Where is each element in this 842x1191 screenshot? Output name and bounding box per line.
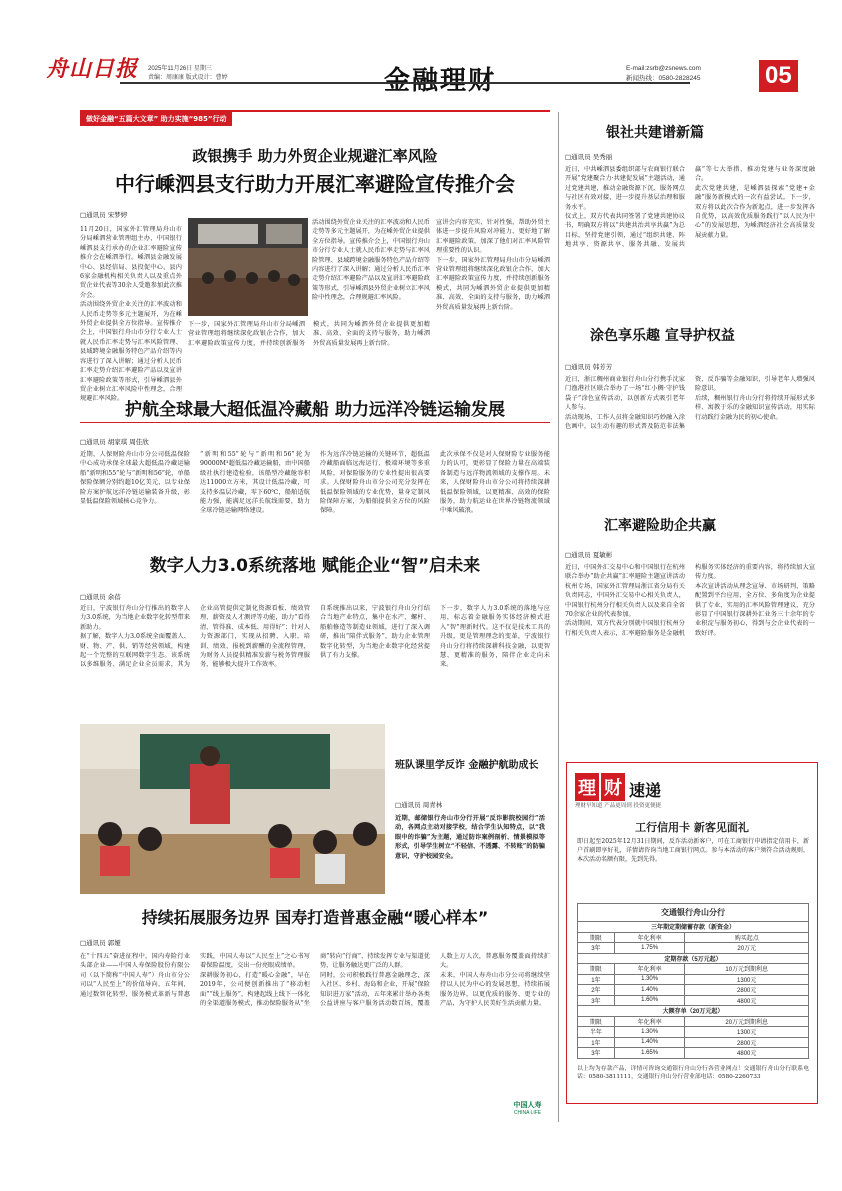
table-2-header: 期限	[578, 964, 615, 975]
editors: 责编：周康康 版式设计：曹婷	[148, 75, 228, 81]
table-1-header: 年化利率	[614, 932, 685, 943]
classroom-image	[80, 724, 385, 894]
classroom-photo	[80, 724, 385, 894]
article-1-byline: □通讯员 宋梦婷	[80, 211, 128, 219]
table-3-cell: 半年	[578, 1027, 615, 1038]
table-3-header: 20万元到期利息	[685, 1016, 809, 1027]
express-logo-li: 理	[575, 773, 599, 801]
table-1-cell: 1.75%	[614, 943, 685, 954]
article-4-byline: □通讯员 郭娅	[80, 939, 121, 947]
article-8-body	[395, 814, 545, 896]
campaign-banner: 做好金融“五篇大文章” 助力实施“985”行动	[80, 112, 232, 126]
article-6-body	[565, 375, 815, 495]
article-1-p3: 宣讲会内容充实、针对性强，帮助外贸主体进一步提升风险对冲能力，更好地了解汇率避险政策，加深了他们对汇率风险管理重要性的认识。	[436, 219, 550, 255]
article-6-byline: □通讯员 韩芳芳	[565, 363, 613, 371]
article-3-headline: 数字人力3.0系统落地 赋能企业“智”启未来	[149, 556, 481, 576]
article-6-p2: 活动现场，工作人员将金融知识巧妙融入涂色画中，以生动有趣的形式普及防范非法集资、反诈骗等金融知识，引导老年人增强风险意识。	[565, 376, 815, 431]
article-5-p1: 近日，中共嵊泗县委组织部与农商银行联合开展“党建聚合力·共建促发展”主题活动，通过党建共建，推动金融资源下沉、服务网点与社区有效对接，进一步提升基层治理和服务水平。	[565, 166, 685, 211]
express-text: 即日起至2025年12月31日期间，反诈活动新客户，可在工商银行申请指定信用卡，新户首刷即享好礼，详情请咨询当地工商银行网点。参与本活动的客户须符合活动规则，本次活动名额有限，先到先得。	[577, 838, 809, 863]
article-2-headline: 护航全球最大超低温冷藏船 助力远洋冷链运输发展	[125, 400, 505, 420]
article-1-p2: 活动围绕外贸企业关注的汇率波动和人民币走势等多元主题展开，为在嵊外贸企业提供全方位指导。宣传推介会上，中国银行舟山市分行专业人士就人民币汇率走势与汇率风险管理、县域跨境金融服务特色产品介绍等内容进行了深入讲解；通过分析人民币汇率走势介绍汇率避险产品以及宣讲汇率避险政策等形式，引导嵊泗县外贸企业树立汇率风险中性理念，合理规避汇率风险。	[80, 301, 182, 403]
table-3-header: 年化利率	[614, 1016, 685, 1027]
table-3-cell: 4800元	[685, 1048, 809, 1059]
article-4-body	[80, 952, 550, 1102]
article-3-byline: □通讯员 余蓓	[80, 593, 121, 601]
article-1-col-3	[312, 218, 430, 318]
finance-express-box	[566, 762, 818, 1104]
express-logo-rest: 速递	[629, 781, 662, 800]
article-4-headline: 持续拓展服务边界 国寿打造普惠金融“暖心样本”	[141, 908, 489, 927]
article-1-col-4	[436, 218, 550, 378]
newspaper-logo: 舟山日报	[46, 56, 139, 82]
article-6-p1: 近日，浙江稠州商业银行舟山分行携手沈家门渔港社区联合举办了一场“红小稠·守护钱袋子”涂色宣传活动，以创新方式吸引老年人参与。	[565, 376, 685, 412]
hotline: 新闻热线：0580-2828245	[626, 75, 701, 82]
table-2-cell: 1.40%	[614, 985, 685, 996]
table-1-cell: 3年	[578, 943, 615, 954]
table-2-cell: 4800元	[685, 995, 809, 1006]
article-7-body	[565, 563, 815, 743]
article-2-byline: □通讯员 胡家琪 周佳欣	[80, 438, 149, 446]
table-3-cell: 1300元	[685, 1027, 809, 1038]
table-1-header: 期限	[578, 932, 615, 943]
table-3-cell: 1.30%	[614, 1027, 685, 1038]
article-3-body	[80, 604, 550, 718]
bank-name: 交通银行舟山分行	[577, 903, 809, 921]
section-title: 金融理财	[384, 66, 497, 96]
article-2-body	[80, 450, 550, 540]
table-3-cell: 3年	[578, 1048, 615, 1059]
rule-a2	[80, 422, 550, 423]
masthead	[28, 30, 814, 96]
article-2-p1: 近期，人保财险舟山市分公司低温保险中心成功承保全球最大超低温冷藏运输船“新明和55”轮与“新明和56”轮，单船保险保额分别约超10亿美元，以专业保险方案护航远洋冷链运输装备升级，彰显低温保险领域核心竞争力。	[80, 451, 190, 506]
table-2-cell: 3年	[578, 995, 615, 1006]
article-3-p3: 自系统推出以来，宁波银行舟山分行结合当地产业特点，集中在水产、螺杆、船舶修造等制造业领域，进行了深入调研，推出“陪伴式服务”，助力企业管理数字化转型，为当地企业数字化经营提供了有力支撑。	[320, 605, 430, 660]
article-7-byline: □通讯员 夏敏彬	[565, 551, 613, 559]
article-3-p1: 近日，宁波银行舟山分行推出的数字人力3.0系统，为当地企业数字化转型带来新助力。	[80, 605, 190, 631]
article-6-headline: 涂色享乐趣 宣导护权益	[590, 328, 735, 344]
table-2-header: 10万元到期利息	[685, 964, 809, 975]
table-3-header: 期限	[578, 1016, 615, 1027]
article-1-p2-cont: 活动围绕外贸企业关注的汇率波动和人民币走势等多元主题展开，为在嵊外贸企业提供全方位指导。宣传推介会上，中国银行舟山市分行专业人士就人民币汇率走势与汇率风险管理、县域跨境金融服务特色产品介绍等内容进行了深入讲解；通过分析人民币汇率走势介绍汇率避险产品以及宣讲汇率避险政策等形式，引导嵊泗县外贸企业树立汇率风险中性理念，合理规避汇率风险。	[312, 219, 430, 302]
dateline	[148, 65, 228, 83]
article-3-p2: 据了解，数字人力3.0系统全面覆盖人、财、物、产、供、销等经营领域，构建起一个完整的互联网数字生态。该系统以多维服务、满足企业全员需求，其为企业高管提供定制化资源看板、绩效管理、薪资及人才测评等功能，助力“看得清、管得准、成本低、用得好”；针对人力资源部门，实现从招聘、入职、培训、绩效、报税到薪酬的全流程管理，为财务人员提供精准发薪与税务管理服务，能够极大提升工作效率。	[80, 605, 310, 669]
masthead-rule	[120, 82, 690, 84]
article-1-heading	[80, 145, 550, 196]
article-2-p4: 此次承保不仅是对人保财险专业服务能力的认可，更彰显了保险力量在高端装备制造与远洋物流领域的支撑作用。未来，人保财险舟山市分公司将持续深耕低温保险领域，以更精准、高效的保险服务，助力航运业在世界冷链物流领域中乘风破浪。	[440, 451, 550, 515]
column-divider	[558, 112, 559, 1122]
article-2-p2: “新明和55”轮与“新明和56”轮为90000M³超低温冷藏运输船，由中国船级社执行建造检验，该船型冷藏舱容积达11000立方米，其设计低温冷藏，可支持多温层冷藏，零下60℃，船舶适航能力强，能满足远洋长航线需要，助力全球冷链运输网络建设。	[200, 451, 310, 515]
article-1-p4: 下一步，国家外汇管理局舟山市分局嵊泗营业管理组将继续深化政银企合作，加大汇率避险政策宣传力度，并持续创新服务模式，共同为嵊泗外贸企业提供更加精准、高效、全面的支持与服务，助力嵊泗外贸高质量发展再上新台阶。	[436, 256, 550, 311]
seminar-photo	[188, 218, 308, 316]
article-7-p1: 近日，中国外汇交易中心和中国银行在杭州联合举办“助企共赢”汇率避险主题宣讲活动杭州专场，国家外汇管理局浙江省分局有关负责同志，中国外汇交易中心相关负责人，中国银行杭州分行相关负责人以及来自全省70余家企业的代表参加。	[565, 564, 685, 619]
rate-table	[577, 921, 809, 1059]
chinalife-en: CHINA LIFE	[513, 1110, 542, 1116]
table-3-cell: 2800元	[685, 1037, 809, 1048]
page-number: 05	[759, 60, 798, 92]
table-2-caption: 定期存款（5万元起）	[578, 953, 809, 964]
article-5-p3: 此次党建共建，是嵊泗县探索“党建+金融”服务新模式的一次有益尝试。下一步，双方将以此次合作为新起点，进一步发挥各自优势，以高效优质服务践行“以人民为中心”的发展思想，为嵊泗经济社会高质量发展贡献力量。	[695, 184, 815, 239]
table-3-caption: 大额存单（20万元起）	[578, 1006, 809, 1017]
article-7-p2: 活动期间，双方代表分别就中国银行杭州分行相关负责人表示，汇率避险服务是金融机构服务实体经济的重要内容，将持续加大宣传力度。	[565, 564, 815, 637]
article-5-byline: □通讯员 吴秀丽	[565, 153, 613, 161]
table-2-header: 年化利率	[614, 964, 685, 975]
table-3-cell: 1.40%	[614, 1037, 685, 1048]
article-4-p3: 同时，公司积极践行普惠金融理念，深入社区、乡村、海岛和企业，开展“保险知识进万家”活动，五年来累计举办各类公益讲座与客户服务活动数百场，覆盖人数上万人次，普惠服务覆盖面持续扩大。	[320, 953, 550, 1008]
chinalife-logo	[505, 1100, 550, 1116]
table-2-cell: 2800元	[685, 985, 809, 996]
chinalife-cn: 中国人寿	[513, 1101, 542, 1109]
article-8-byline: □通讯员 周青林	[395, 801, 443, 809]
table-1-caption: 三年期定期储蓄存款（新资金）	[578, 922, 809, 933]
article-7-p3: 本次宣讲活动从理念宣导、市场研判、策略配置到平台应用，全方位、多角度为企业提供了专业、实用的汇率风险管理建议，充分彰显了中国银行深耕外汇业务三十余年的专业积淀与服务初心，得到与会企业代表的一致好评。	[695, 582, 815, 637]
contact	[626, 64, 701, 84]
table-2-cell: 1300元	[685, 974, 809, 985]
table-3-cell: 1.65%	[614, 1048, 685, 1059]
article-8-p1: 近期，邮储银行舟山市分行开展“反诈影院校园行”活动，各网点主动对接学校，结合学生认知特点，以“我眼中的诈骗”为主题，通过防诈案例剖析、情景模拟等形式，引导学生树立“不轻信、不透露、不转账”的防骗意识，守护校园安全。	[395, 815, 545, 860]
issue-date: 2025年11月26日 星期三	[148, 66, 212, 72]
article-6-p3: 后续，稠州银行舟山分行将持续开展形式多样、寓教于乐的金融知识宣传活动，用实际行动践行金融为民的初心使命。	[695, 394, 815, 421]
article-3-p4: 下一步，数字人力3.0系统的落地与应用，标志着金融服务实体经济模式进入“智”理新时代。这不仅是技术工具的升级，更是管理理念的变革，宁波银行舟山分行将持续深耕科技金融，以更智慧、更精准的服务，陪伴企业走向未来。	[440, 605, 550, 669]
express-logo	[575, 773, 661, 801]
article-4-p2: 深耕服务初心，打造“暖心金融”，早在2019年，公司便创新推出了“移动柜面”“线上服务”，构建起线上线下一体化的全渠道服务模式，推动保险服务从“坐商”转向“行商”，持续发挥专业与渠道优势，让服务触达更广泛的人群。	[200, 953, 430, 1008]
article-2-p3: 作为远洋冷链运输的关键环节，超低温冷藏船面临远海运行、极端环境等多重风险，对保险服务的专业性提出很高要求。人保财险舟山市分公司充分发挥在低温保险领域的专业优势，量身定制风险保障方案，为船舶提供全方位的风险保障。	[320, 451, 430, 515]
article-4-p1: 在“十四五”奋进征程中，国内寿险行业头部企业——中国人寿保险股份有限公司（以下简称“中国人寿”）舟山市分公司以“人民至上”的价值导向，五年间，通过数智化转型、服务模式革新与普惠实践，中国人寿以“人民至上”之心书写着保险温度，交出一份亮眼成绩单。	[80, 953, 310, 998]
table-2-cell: 1.60%	[614, 995, 685, 1006]
article-1-col-1	[80, 225, 182, 425]
express-tagline: 理财早知道 产品更周到 投资更便捷	[575, 803, 661, 809]
article-8-headline: 班队课里学反诈 金融护航助成长	[395, 760, 539, 771]
express-title: 工行信用卡 新客见面礼	[635, 821, 749, 834]
table-1-cell: 20万元	[685, 943, 809, 954]
article-7-headline: 汇率避险助企共赢	[604, 518, 716, 534]
article-5-p2: 仪式上，双方代表共同签署了党建共建协议书，明确双方将以“共建共治共享共赢”为总目标，坚持党建引领，通过“组织共建、阵地共享、资源共享、服务共融、发展共赢”等七大举措，推动党建与业务深度融合。	[565, 166, 815, 249]
table-2-cell: 1年	[578, 974, 615, 985]
article-1-p4-cont: 下一步，国家外汇管理局舟山市分局嵊泗营业管理组将继续深化政银企合作，加大汇率避险政策宣传力度，并持续创新服务模式，共同为嵊泗外贸企业提供更加精准、高效、全面的支持与服务，助力嵊泗外贸高质量发展再上新台阶。	[188, 321, 430, 347]
article-1-kicker: 政银携手 助力外贸企业规避汇率风险	[192, 147, 438, 165]
article-1-photo	[188, 218, 308, 316]
table-1-header: 购买起点	[685, 932, 809, 943]
table-2-cell: 1.30%	[614, 974, 685, 985]
article-4-p4: 未来，中国人寿舟山市分公司将继续坚持以人民为中心的发展思想，持续拓展服务边界，以更优质的服务、更专业的产品，为守护人民美好生活贡献力量。	[440, 971, 550, 1008]
article-1-p1: 11月20日，国家外汇管理局舟山市分局嵊泗营业管理组主办，中国银行嵊泗县支行承办的企业汇率避险宣传推介会在嵊泗举行。嵊泗县金融发展中心、县经信局、县投促中心、县内6家金融机构相关负责人以及重点外贸企业代表等30余人受邀参加此次推介会。	[80, 226, 182, 299]
express-logo-cai: 财	[601, 773, 625, 801]
table-3-cell: 1年	[578, 1037, 615, 1048]
rate-tables	[577, 903, 809, 1082]
article-5-headline: 银社共建谱新篇	[606, 125, 704, 141]
express-footer: 以上均为存款产品，详情可咨询交通银行舟山分行各营业网点！交通银行舟山分行联系电话：0580-3811111，交通银行舟山分行营业部电话：0580-2260733	[577, 1065, 809, 1080]
article-5-body	[565, 165, 815, 300]
table-2-cell: 2年	[578, 985, 615, 996]
article-1-headline: 中行嵊泗县支行助力开展汇率避险宣传推介会	[115, 172, 515, 196]
email: E-mail:zsrb@zsnews.com	[626, 65, 701, 72]
